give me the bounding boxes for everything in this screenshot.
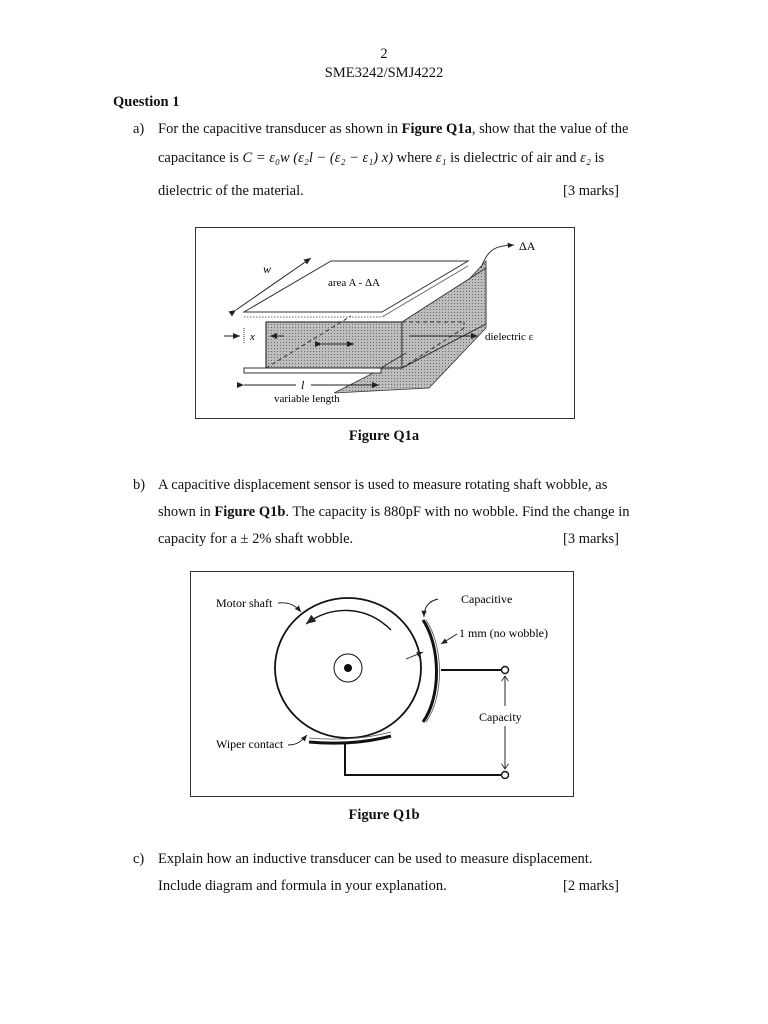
text: For the capacitive transducer as shown in — [158, 121, 402, 137]
text: is — [590, 150, 605, 166]
terminal-bottom — [502, 772, 509, 779]
course-code: SME3242/SMJ4222 — [324, 65, 444, 81]
part-b-line3: capacity for a ± 2% shaft wobble. — [158, 531, 354, 547]
part-c-marks: [2 marks] — [563, 878, 619, 894]
page-number: 2 — [380, 46, 388, 62]
part-b-marks: [3 marks] — [563, 531, 619, 547]
label-x: x — [250, 331, 255, 343]
epsilon-1: ε₁ — [435, 150, 447, 166]
text: , show that the value of the — [471, 121, 629, 137]
label-capacitive: Capacitive — [461, 592, 513, 606]
text: is dielectric of air and — [446, 150, 581, 166]
part-b-line1: A capacitive displacement sensor is used to measure rotating shaft wobble, as — [158, 477, 608, 493]
shaft-wobble-sensor-diagram — [191, 572, 573, 796]
label-wiper-contact: Wiper contact — [216, 737, 284, 751]
label-dielectric: dielectric ε — [485, 331, 534, 343]
part-b-line2 — [158, 504, 630, 521]
capacitive-transducer-diagram — [196, 228, 574, 418]
part-a-line3: dielectric of the material. — [158, 183, 304, 199]
bottom-plate — [244, 368, 381, 373]
label-l: l — [301, 378, 305, 392]
part-a-marks: [3 marks] — [563, 183, 619, 199]
figure-ref: Figure Q1b — [214, 504, 286, 520]
label-capacity: Capacity — [479, 710, 522, 724]
capacitance-formula: C = ε₀w (ε₂l − (ε₂ − ε₁) x) — [242, 150, 394, 166]
figure-q1b-caption: Figure Q1b — [348, 807, 420, 823]
text: where — [393, 150, 436, 166]
part-a-line2 — [158, 150, 604, 167]
part-b-label: b) — [133, 477, 146, 493]
part-a-line1 — [158, 121, 628, 138]
text: capacitance is — [158, 150, 243, 166]
wiper-wire — [345, 743, 503, 775]
label-area: area A - ΔA — [328, 277, 380, 289]
capacitive-plate — [423, 620, 437, 722]
figure-q1a — [195, 227, 575, 419]
shaft-center — [344, 664, 352, 672]
terminal-top — [502, 667, 509, 674]
part-c-line1: Explain how an inductive transducer can be used to measure displacement. — [158, 851, 593, 867]
label-variable-length: variable length — [274, 393, 340, 405]
figure-q1a-caption: Figure Q1a — [348, 428, 420, 444]
label-delta-a: ΔA — [519, 239, 536, 253]
label-w: w — [263, 262, 272, 276]
question-title: Question 1 — [113, 94, 180, 110]
part-a-label: a) — [133, 121, 145, 137]
label-motor-shaft: Motor shaft — [216, 596, 273, 610]
dielectric-front-face — [266, 322, 402, 368]
text: shown in — [158, 504, 215, 520]
part-c-label: c) — [133, 851, 145, 867]
figure-q1b — [190, 571, 574, 797]
label-gap: 1 mm (no wobble) — [459, 626, 548, 640]
epsilon-2: ε₂ — [580, 150, 591, 166]
part-c-line2: Include diagram and formula in your explanation. — [158, 878, 447, 894]
text: . The capacity is 880pF with no wobble. Find the change in — [285, 504, 630, 520]
figure-ref: Figure Q1a — [401, 121, 472, 137]
